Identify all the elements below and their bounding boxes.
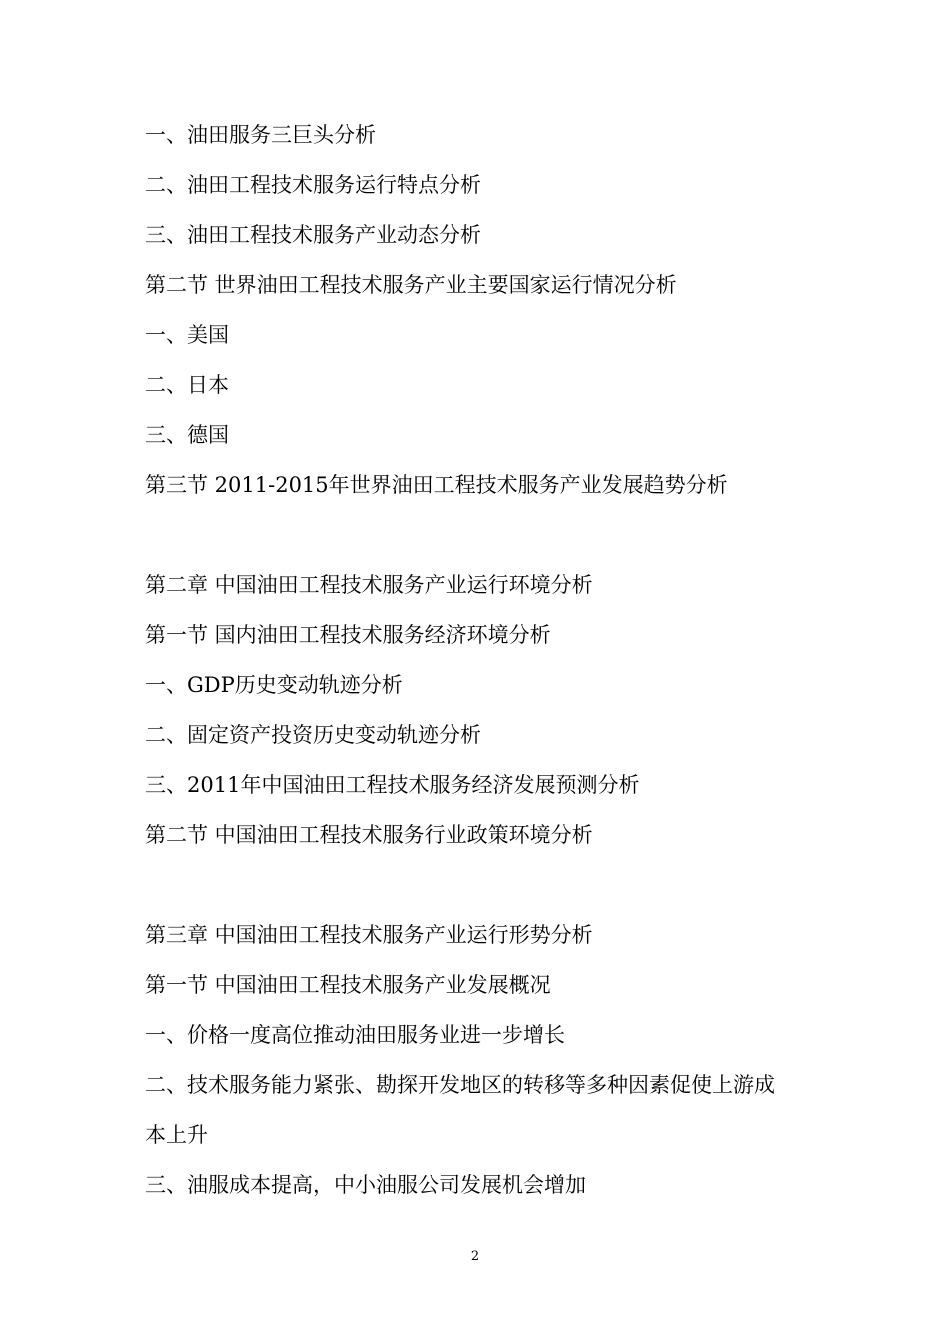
toc-line: 一、油田服务三巨头分析 [145,123,376,147]
toc-line: 二、固定资产投资历史变动轨迹分析 [145,723,481,747]
toc-line: 三、油田工程技术服务产业动态分析 [145,223,481,247]
toc-line: 三、2011年中国油田工程技术服务经济发展预测分析 [145,773,640,797]
toc-line: 三、德国 [145,423,229,447]
toc-section-heading: 第三节 2011-2015年世界油田工程技术服务产业发展趋势分析 [145,473,728,497]
toc-chapter-heading: 第三章 中国油田工程技术服务产业运行形势分析 [145,923,593,947]
toc-section-heading: 第二节 世界油田工程技术服务产业主要国家运行情况分析 [145,273,677,297]
toc-line: 二、技术服务能力紧张、勘探开发地区的转移等多种因素促使上游成 [145,1073,775,1097]
toc-chapter-heading: 第二章 中国油田工程技术服务产业运行环境分析 [145,573,593,597]
toc-section-heading: 第二节 中国油田工程技术服务行业政策环境分析 [145,823,593,847]
toc-line: 三、油服成本提高，中小油服公司发展机会增加 [145,1173,586,1197]
page-number: 2 [470,1249,480,1264]
toc-line: 一、美国 [145,323,229,347]
toc-line: 二、油田工程技术服务运行特点分析 [145,173,481,197]
toc-line-continuation: 本上升 [145,1123,208,1147]
toc-section-heading: 第一节 中国油田工程技术服务产业发展概况 [145,973,551,997]
toc-line: 一、GDP历史变动轨迹分析 [145,673,403,697]
toc-line: 一、价格一度高位推动油田服务业进一步增长 [145,1023,565,1047]
toc-line: 二、日本 [145,373,229,397]
toc-section-heading: 第一节 国内油田工程技术服务经济环境分析 [145,623,551,647]
